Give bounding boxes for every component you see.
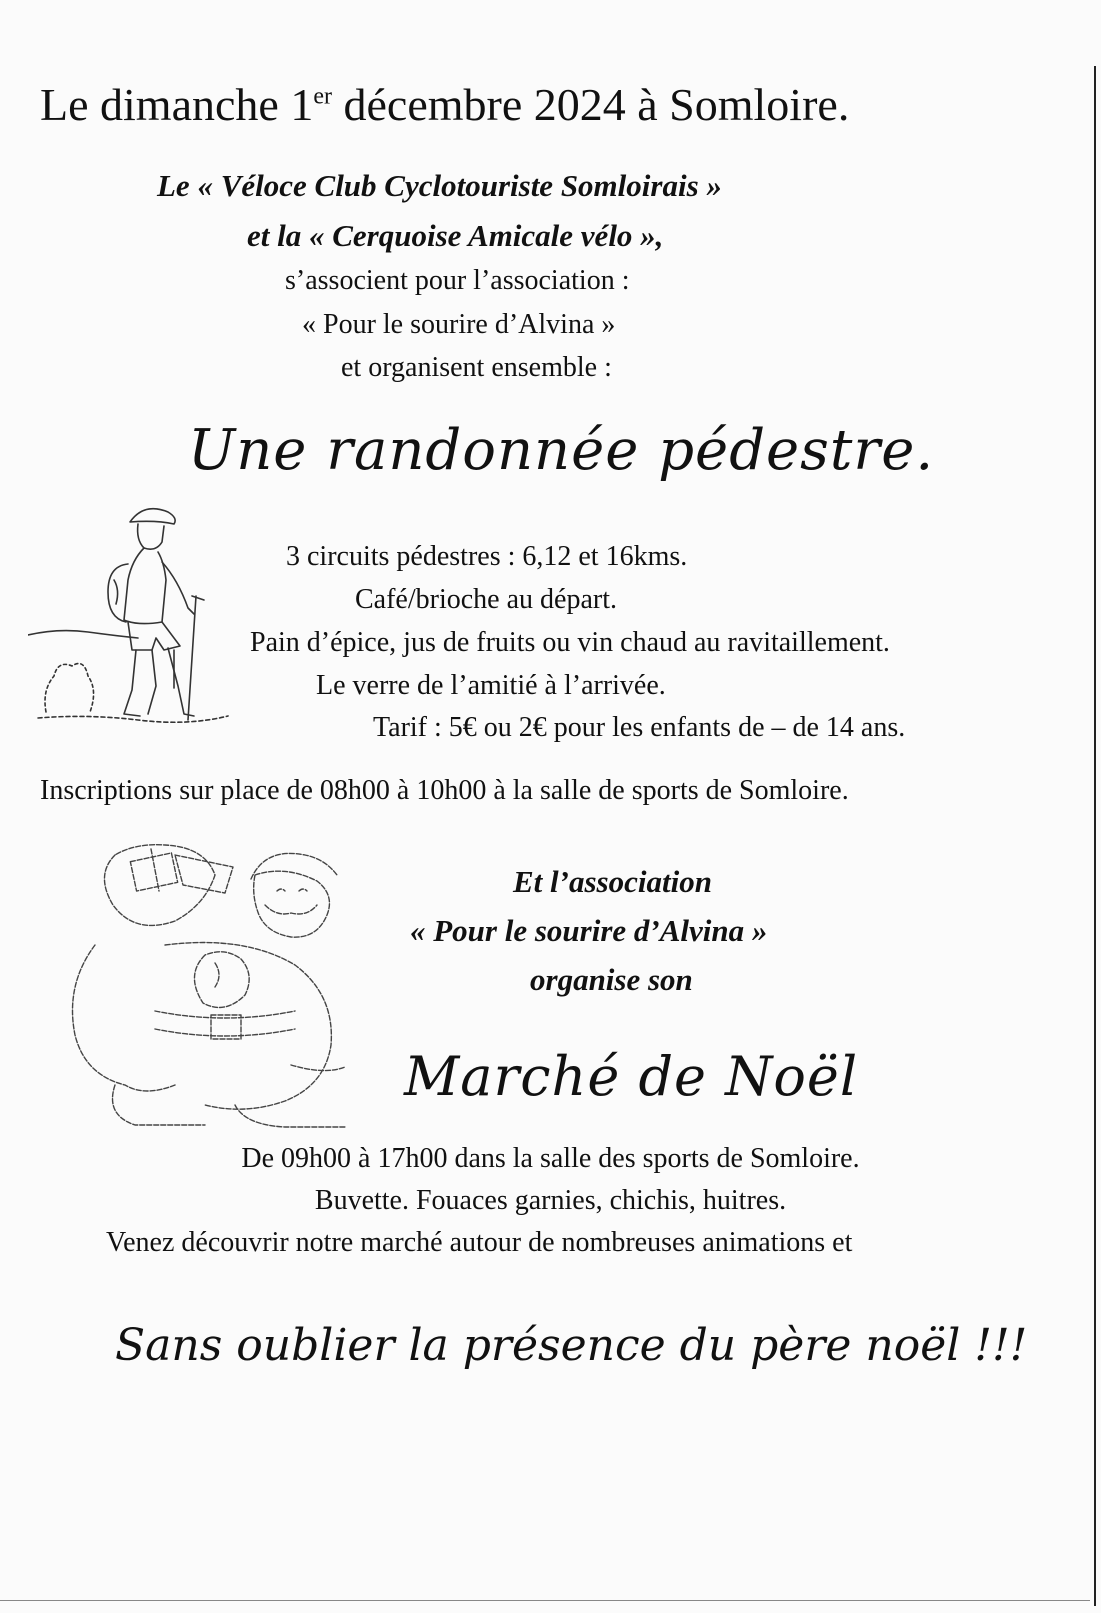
hiker-icon: [28, 500, 248, 730]
rando-verre-amitie: Le verre de l’amitié à l’arrivée.: [316, 670, 666, 701]
rando-ravitaillement: Pain d’épice, jus de fruits ou vin chaud au ravitaillement.: [250, 627, 890, 658]
club-name-2: et la « Cerquoise Amicale vélo »,: [247, 218, 664, 253]
rando-heading: Une randonnée pédestre.: [188, 418, 935, 483]
marche-heading: Marché de Noël: [404, 1045, 859, 1108]
intro-association-name: « Pour le sourire d’Alvina »: [302, 309, 616, 340]
scan-edge-line: [1094, 66, 1096, 1606]
scan-bottom-line: [0, 1600, 1090, 1601]
marche-assoc-line-1: Et l’association: [513, 864, 712, 899]
rando-circuits: 3 circuits pédestres : 6,12 et 16kms.: [286, 541, 688, 572]
santa-claus-icon: [55, 835, 355, 1135]
intro-organise-line: et organisent ensemble :: [341, 352, 612, 383]
inscriptions-line: Inscriptions sur place de 08h00 à 10h00 à la salle de sports de Somloire.: [40, 775, 849, 806]
marche-animations: Venez découvrir notre marché autour de nombreuses animations et: [106, 1227, 853, 1258]
marche-assoc-line-3: organise son: [530, 962, 693, 997]
event-date-title: Le dimanche 1er décembre 2024 à Somloire.: [40, 79, 850, 130]
intro-associate-line: s’associent pour l’association :: [285, 265, 630, 296]
club-name-1: Le « Véloce Club Cyclotouriste Somloirais »: [157, 168, 722, 203]
rando-cafe: Café/brioche au départ.: [355, 584, 617, 615]
marche-assoc-line-2: « Pour le sourire d’Alvina »: [410, 913, 768, 948]
rando-tarif: Tarif : 5€ ou 2€ pour les enfants de – de 14 ans.: [373, 712, 906, 743]
closing-line: Sans oublier la présence du père noël !!!: [115, 1320, 1028, 1371]
marche-buvette: Buvette. Fouaces garnies, chichis, huitres.: [314, 1185, 787, 1216]
marche-hours: De 09h00 à 17h00 dans la salle des sports de Somloire.: [241, 1143, 860, 1174]
